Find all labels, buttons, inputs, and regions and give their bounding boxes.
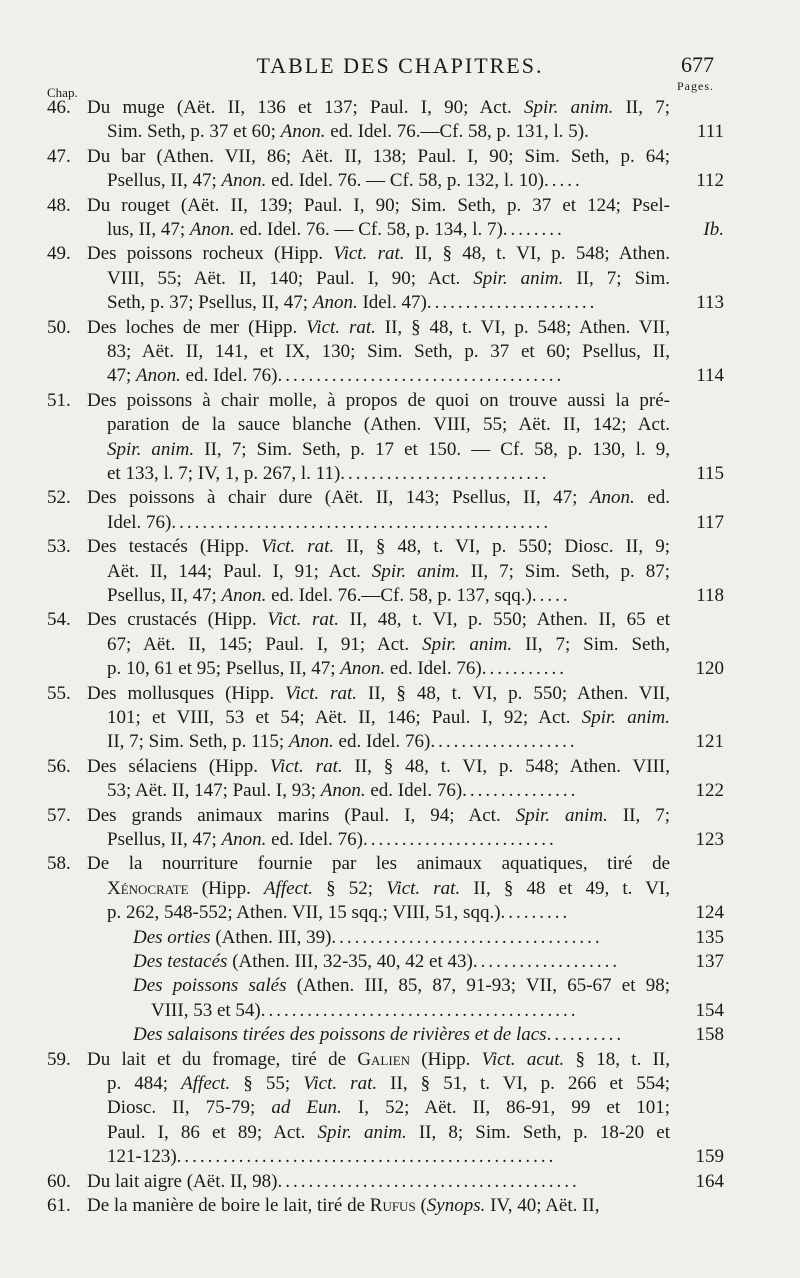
page-reference: 111 [696,121,724,143]
entry-text-line: Sim. Seth, p. 37 et 60; Anon. ed. Idel. 76.—Cf. 58, p. 131, l. 5). [107,121,589,143]
toc-entry [0,852,800,925]
chapter-number: 61. [47,1195,71,1216]
entry-text-line: 83; Aët. II, 141, et IX, 130; Sim. Seth, p. 37 et 60; Psellus, II, [107,340,670,362]
page-title: TABLE DES CHAPITRES. [256,53,544,78]
page-reference: 122 [695,780,724,802]
entry-text-line: Du rouget (Aët. II, 139; Paul. I, 90; Sim. Seth, p. 37 et 124; Psel- [87,194,670,216]
entry-text-line: Psellus, II, 47; Anon. ed. Idel. 76. — Cf. 58, p. 132, l. 10)..... [107,170,583,192]
entry-text-line: Des crustacés (Hipp. Vict. rat. II, 48, t. VI, p. 550; Athen. II, 65 et [87,609,670,631]
entry-text-line: 101; et VIII, 53 et 54; Aët. II, 146; Paul. I, 92; Act. Spir. anim. [107,706,670,728]
page-reference: 120 [695,658,724,680]
page-reference: 118 [696,584,724,606]
toc-entry [0,1048,800,1170]
page-reference: 158 [695,1024,724,1046]
toc-entry [0,535,800,608]
entry-text-line: Des grands animaux marins (Paul. I, 94; Act. Spir. anim. II, 7; [87,804,670,826]
entry-text-line: 47; Anon. ed. Idel. 76)..................................... [107,365,565,387]
chapter-number: 49. [47,243,71,265]
chap-column-label: Chap. [47,85,78,100]
toc-entry [0,682,800,755]
entry-text-line: Des poissons à chair molle, à propos de quoi on trouve aussi la pré- [87,389,670,411]
entry-text-line: Seth, p. 37; Psellus, II, 47; Anon. Idel. 47)...................... [107,292,598,314]
entry-text-line: paration de la sauce blanche (Athen. VIII, 55; Aët. II, 142; Act. [107,414,670,436]
page-reference: 121 [695,731,724,753]
pages-column-label: Pages. [677,79,714,93]
entry-text-line: Du muge (Aët. II, 136 et 137; Paul. I, 90; Act. Spir. anim. II, 7; [87,97,670,118]
page-reference: 114 [696,365,724,387]
page-reference: 137 [695,951,724,972]
page-reference: 154 [695,999,724,1021]
page-reference: 124 [695,902,724,924]
entry-text-line: 53; Aët. II, 147; Paul. I, 93; Anon. ed. Idel. 76)............... [107,780,579,802]
chapter-number: 50. [47,316,71,338]
toc-entry [0,389,800,487]
toc-entry [0,1194,800,1218]
entry-text-line: p. 262, 548-552; Athen. VII, 15 sqq.; VIII, 51, sqq.)......... [107,902,571,924]
page-reference: 135 [695,926,724,948]
entry-text-line: et 133, l. 7; IV, 1, p. 267, l. 11)........................... [107,462,550,484]
toc-subentry [0,926,800,950]
entry-text-line: Des salaisons tirées des poissons de rivières et de lacs.......... [133,1024,625,1046]
toc-entry [0,96,800,145]
entry-text-line: 67; Aët. II, 145; Paul. I, 91; Act. Spir. anim. II, 7; Sim. Seth, [107,633,670,655]
entry-text-line: De la manière de boire le lait, tiré de Rufus (Synops. IV, 40; Aët. II, [87,1195,600,1216]
entry-text-line: Spir. anim. II, 7; Sim. Seth, p. 17 et 150. — Cf. 58, p. 130, l. 9, [107,438,670,460]
page-reference: 117 [696,511,724,533]
chapter-number: 60. [47,1170,71,1192]
entry-text-line: lus, II, 47; Anon. ed. Idel. 76. — Cf. 58, p. 134, l. 7)........ [107,218,565,240]
chapter-number: 56. [47,755,71,777]
chapter-number: 52. [47,487,71,509]
page-reference: 112 [696,170,724,192]
chapter-number: 57. [47,804,71,826]
entry-text-line: Aët. II, 144; Paul. I, 91; Act. Spir. anim. II, 7; Sim. Seth, p. 87; [107,560,670,582]
entry-text-line: VIII, 55; Aët. II, 140; Paul. I, 90; Act. Spir. anim. II, 7; Sim. [107,267,670,289]
entry-text-line: p. 484; Affect. § 55; Vict. rat. II, § 51, t. VI, p. 266 et 554; [107,1072,670,1094]
entry-text-line: Du bar (Athen. VII, 86; Aët. II, 138; Paul. I, 90; Sim. Seth, p. 64; [87,145,670,167]
entry-text-line: Psellus, II, 47; Anon. ed. Idel. 76.—Cf. 58, p. 137, sqq.)..... [107,584,571,606]
entry-text-line: Des testacés (Athen. III, 32-35, 40, 42 et 43)................... [133,951,621,972]
toc-entry [0,316,800,389]
entry-text-line: p. 10, 61 et 95; Psellus, II, 47; Anon. ed. Idel. 76)........... [107,658,567,680]
entry-text-line: 121-123)................................................. [107,1146,557,1168]
chapter-number: 48. [47,194,71,216]
toc-entry [0,608,800,681]
toc-entry [0,804,800,853]
toc-entry [0,194,800,243]
entry-text-line: Du lait et du fromage, tiré de Galien (Hipp. Vict. acut. § 18, t. II, [87,1048,670,1070]
chapter-number: 51. [47,389,71,411]
entry-text-line: Psellus, II, 47; Anon. ed. Idel. 76)......................... [107,828,557,850]
entry-text-line: Du lait aigre (Aët. II, 98)....................................... [87,1170,580,1192]
entry-text-line: VIII, 53 et 54)......................................... [151,999,579,1021]
toc-entry [0,1170,800,1194]
toc-subentry [0,1023,800,1047]
page-number: 677 [681,52,714,77]
toc-entry [0,486,800,535]
page-reference: Ib. [703,218,724,240]
entry-text-line: Xénocrate (Hipp. Affect. § 52; Vict. rat. II, § 48 et 49, t. VI, [107,877,670,899]
toc-entry [0,242,800,315]
chapter-number: 46. [47,97,71,118]
entry-text-line: Des testacés (Hipp. Vict. rat. II, § 48, t. VI, p. 550; Diosc. II, 9; [87,536,670,558]
entry-text-line: Diosc. II, 75-79; ad Eun. I, 52; Aët. II, 86-91, 99 et 101; [107,1097,670,1119]
entry-text-line: Des sélaciens (Hipp. Vict. rat. II, § 48, t. VI, p. 548; Athen. VIII, [87,755,670,777]
toc-subentry [0,974,800,1023]
entry-text-line: Des poissons rocheux (Hipp. Vict. rat. II, § 48, t. VI, p. 548; Athen. [87,243,670,265]
chapter-number: 59. [47,1048,71,1070]
chapter-number: 58. [47,853,71,875]
toc-subentry [0,950,800,974]
entry-text-line: Idel. 76)................................................. [107,511,552,533]
chapter-number: 47. [47,145,71,167]
toc-entry [0,755,800,804]
toc-entry [0,145,800,194]
chapter-number: 55. [47,682,71,704]
page-reference: 115 [696,462,724,484]
chapter-number: 54. [47,609,71,631]
page-reference: 164 [695,1170,724,1192]
entry-text-line: Des orties (Athen. III, 39)................................... [133,926,603,948]
entry-text-line: Paul. I, 86 et 89; Act. Spir. anim. II, 8; Sim. Seth, p. 18-20 et [107,1121,670,1143]
entry-text-line: Des loches de mer (Hipp. Vict. rat. II, § 48, t. VI, p. 548; Athen. VII, [87,316,670,338]
page-reference: 123 [695,828,724,850]
entry-text-line: II, 7; Sim. Seth, p. 115; Anon. ed. Idel. 76)................... [107,731,578,753]
entry-text-line: Des mollusques (Hipp. Vict. rat. II, § 48, t. VI, p. 550; Athen. VII, [87,682,670,704]
entry-text-line: Des poissons salés (Athen. III, 85, 87, 91-93; VII, 65-67 et 98; [133,975,670,997]
entry-text-line: De la nourriture fournie par les animaux aquatiques, tiré de [87,853,670,875]
entry-text-line: Des poissons à chair dure (Aët. II, 143; Psellus, II, 47; Anon. ed. [87,487,670,509]
chapter-number: 53. [47,536,71,558]
page-reference: 113 [696,292,724,314]
page-reference: 159 [695,1146,724,1168]
